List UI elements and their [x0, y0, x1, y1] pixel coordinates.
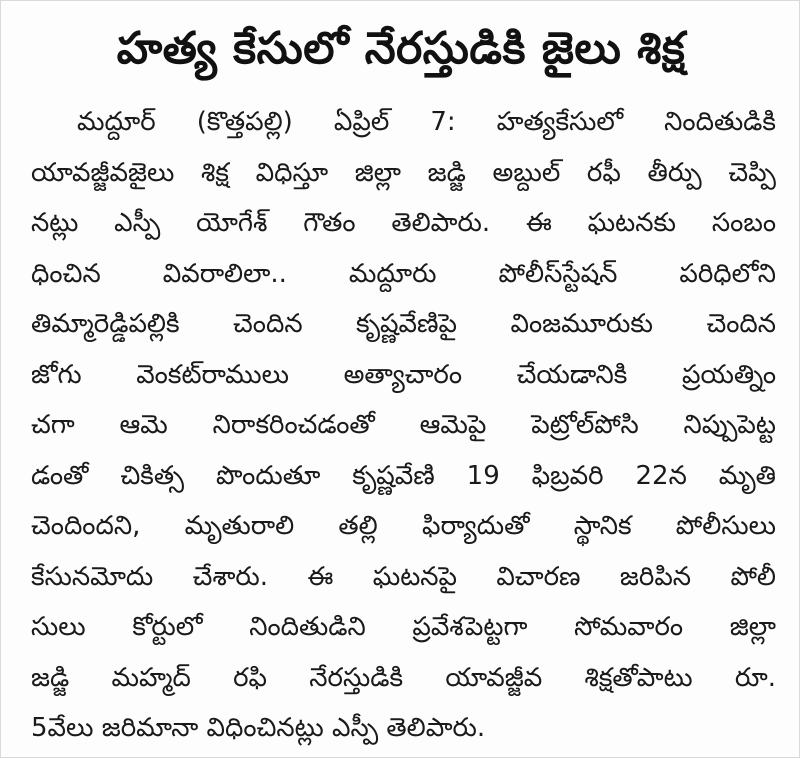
article-line: తిమ్మారెడ్డిపల్లికి చెందిన కృష్ణవేణిపై వింజమూరుకు చెందిన [31, 309, 776, 339]
article-body [31, 97, 776, 754]
article-line: సులు కోర్టులో నిందితుడిని ప్రవేశపెట్టగా సోమవారం జిల్లా [31, 612, 776, 642]
article-line: చెందిందని, మృతురాలి తల్లి ఫిర్యాదుతో స్థానిక పోలీసులు [31, 511, 776, 541]
article-line: 5వేలు జరిమానా విధించినట్లు ఎస్పీ తెలిపారు. [31, 713, 486, 743]
article-line: నట్లు ఎస్పీ యోగేశ్ గౌతం తెలిపారు. ఈ ఘటనకు సంబం [31, 208, 776, 238]
article-line: ధించిన వివరాలిలా.. మద్దూరు పోలీస్‌స్టేషన్ పరిధిలోని [31, 258, 776, 289]
article-line: యావజ్జీవజైలు శిక్ష విధిస్తూ జిల్లా జడ్జి అబ్దుల్ రఫీ తీర్పు చెప్పి [31, 157, 776, 188]
article-line: కేసునమోదు చేశారు. ఈ ఘటనపై విచారణ జరిపిన పోలీ [31, 561, 776, 592]
article-line: చగా ఆమె నిరాకరించడంతో ఆమెపై పెట్రోల్‌పోసి నిప్పుపెట్ట [31, 410, 776, 440]
article-line: డంతో చికిత్స పొందుతూ కృష్ణవేణి 19 ఫిబ్రవరి 22న మృతి [31, 460, 776, 491]
article-line: మద్దూర్ (కొత్తపల్లి) ఏప్రిల్ 7: హత్యకేసులో నిందితుడికి [77, 107, 776, 137]
headline: హత్య కేసులో నేరస్తుడికి జైలు శిక్ష [116, 23, 686, 74]
article-line: జోగు వెంకట్‌రాములు అత్యాచారం చేయడానికి ప్రయత్నిం [31, 359, 776, 390]
article-line: జడ్జి మహ్మద్ రఫి నేరస్తుడికి యావజ్జీవ శిక్షతోపాటు రూ. [31, 662, 776, 693]
